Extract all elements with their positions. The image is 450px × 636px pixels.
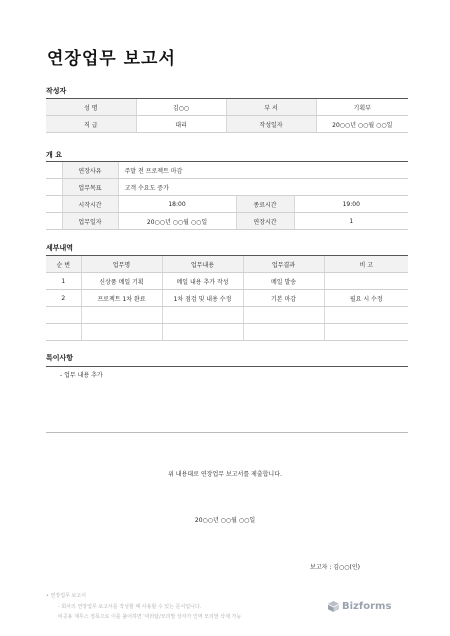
table-cell: 필요 시 수정 xyxy=(324,290,408,307)
section-heading-overview: 개 요 xyxy=(46,151,62,159)
start-time-value: 18:00 xyxy=(118,196,236,213)
table-cell xyxy=(243,324,324,341)
table-cell xyxy=(162,307,243,324)
table-row xyxy=(46,162,408,179)
column-header: 업무명 xyxy=(81,256,162,273)
work-date-label: 업무일자 xyxy=(62,213,118,230)
author-value: 20○○년 ○○월 ○○일 xyxy=(316,116,408,133)
author-label: 부 서 xyxy=(226,99,316,116)
overview-table xyxy=(46,162,408,230)
reason-label: 연장사유 xyxy=(62,162,118,179)
bullet-icon: • xyxy=(46,593,49,599)
author-label: 작성일자 xyxy=(226,116,316,133)
bizforms-logo-icon xyxy=(328,601,339,612)
footer-title-row xyxy=(46,592,86,599)
end-time-value: 19:00 xyxy=(294,196,408,213)
table-cell xyxy=(46,324,81,341)
table-row xyxy=(46,290,408,307)
table-cell: 2 xyxy=(46,290,81,307)
submission-statement: 위 내용대로 연장업무 보고서를 제출합니다. xyxy=(168,471,282,478)
spacer-cell xyxy=(46,196,62,213)
column-header: 비 고 xyxy=(324,256,408,273)
table-cell xyxy=(324,307,408,324)
footer-line-2: 비공용 재무스 정목으로 이를 불어하면 '여러탐/모리맘 상자가 인역 모리맘 삭제 가능 xyxy=(58,614,242,620)
table-cell xyxy=(324,324,408,341)
footer-title: 연장업무 보고서 xyxy=(50,593,86,599)
table-cell: 1차 점검 및 내용 수정 xyxy=(162,290,243,307)
end-time-label: 종료시간 xyxy=(236,196,294,213)
submission-date: 20○○년 ○○월 ○○일 xyxy=(194,517,256,524)
column-header: 업무결과 xyxy=(243,256,324,273)
table-row xyxy=(46,307,408,324)
section-rule xyxy=(46,366,408,367)
author-value: 김○○ xyxy=(136,99,226,116)
footer-line-1: - 회사의 연장업무 보고서를 작성할 때 사용할 수 있는 문서입니다. xyxy=(58,604,202,610)
section-heading-details: 세부내역 xyxy=(46,244,74,252)
author-table xyxy=(46,99,408,133)
table-cell xyxy=(81,307,162,324)
table-cell xyxy=(81,324,162,341)
section-end-rule xyxy=(46,432,408,433)
work-date-value: 20○○년 ○○월 ○○일 xyxy=(118,213,236,230)
column-header: 업무내용 xyxy=(162,256,243,273)
section-heading-special: 특이사항 xyxy=(46,354,74,362)
author-label: 직 급 xyxy=(46,116,136,133)
table-cell xyxy=(243,307,324,324)
author-value: 기획부 xyxy=(316,99,408,116)
bizforms-logo xyxy=(328,601,391,612)
spacer-cell xyxy=(46,162,62,179)
table-row xyxy=(46,179,408,196)
section-heading-author: 작성자 xyxy=(46,87,67,95)
start-time-label: 시작시간 xyxy=(62,196,118,213)
extension-time-value: 1 xyxy=(294,213,408,230)
special-note: - 업무 내용 추가 xyxy=(60,372,103,379)
table-cell: 메일 발송 xyxy=(243,273,324,290)
spacer-cell xyxy=(46,179,62,196)
details-table xyxy=(46,256,408,341)
table-row xyxy=(46,324,408,341)
table-header-row xyxy=(46,256,408,273)
author-label: 성 명 xyxy=(46,99,136,116)
document-title: 연장업무 보고서 xyxy=(47,49,176,69)
table-row xyxy=(46,196,408,213)
table-cell xyxy=(162,324,243,341)
reason-value: 주말 전 프로젝트 마감 xyxy=(118,162,408,179)
author-value: 대리 xyxy=(136,116,226,133)
goal-label: 업무목표 xyxy=(62,179,118,196)
column-header: 순 번 xyxy=(46,256,81,273)
goal-value: 고객 수요도 증가 xyxy=(118,179,408,196)
reporter-signature: 보고자 : 김○○(인) xyxy=(310,564,360,571)
table-cell: 메일 내용 추가 작성 xyxy=(162,273,243,290)
extension-time-label: 연장시간 xyxy=(236,213,294,230)
table-cell: 기본 마감 xyxy=(243,290,324,307)
table-row xyxy=(46,213,408,230)
table-cell: 신상품 메일 기획 xyxy=(81,273,162,290)
table-cell: 1 xyxy=(46,273,81,290)
table-row xyxy=(46,99,408,116)
table-row xyxy=(46,116,408,133)
table-cell: 프로젝트 1차 완료 xyxy=(81,290,162,307)
logo-text: Bizforms xyxy=(342,601,392,612)
table-row xyxy=(46,273,408,290)
table-cell xyxy=(46,307,81,324)
table-cell xyxy=(324,273,408,290)
spacer-cell xyxy=(46,213,62,230)
